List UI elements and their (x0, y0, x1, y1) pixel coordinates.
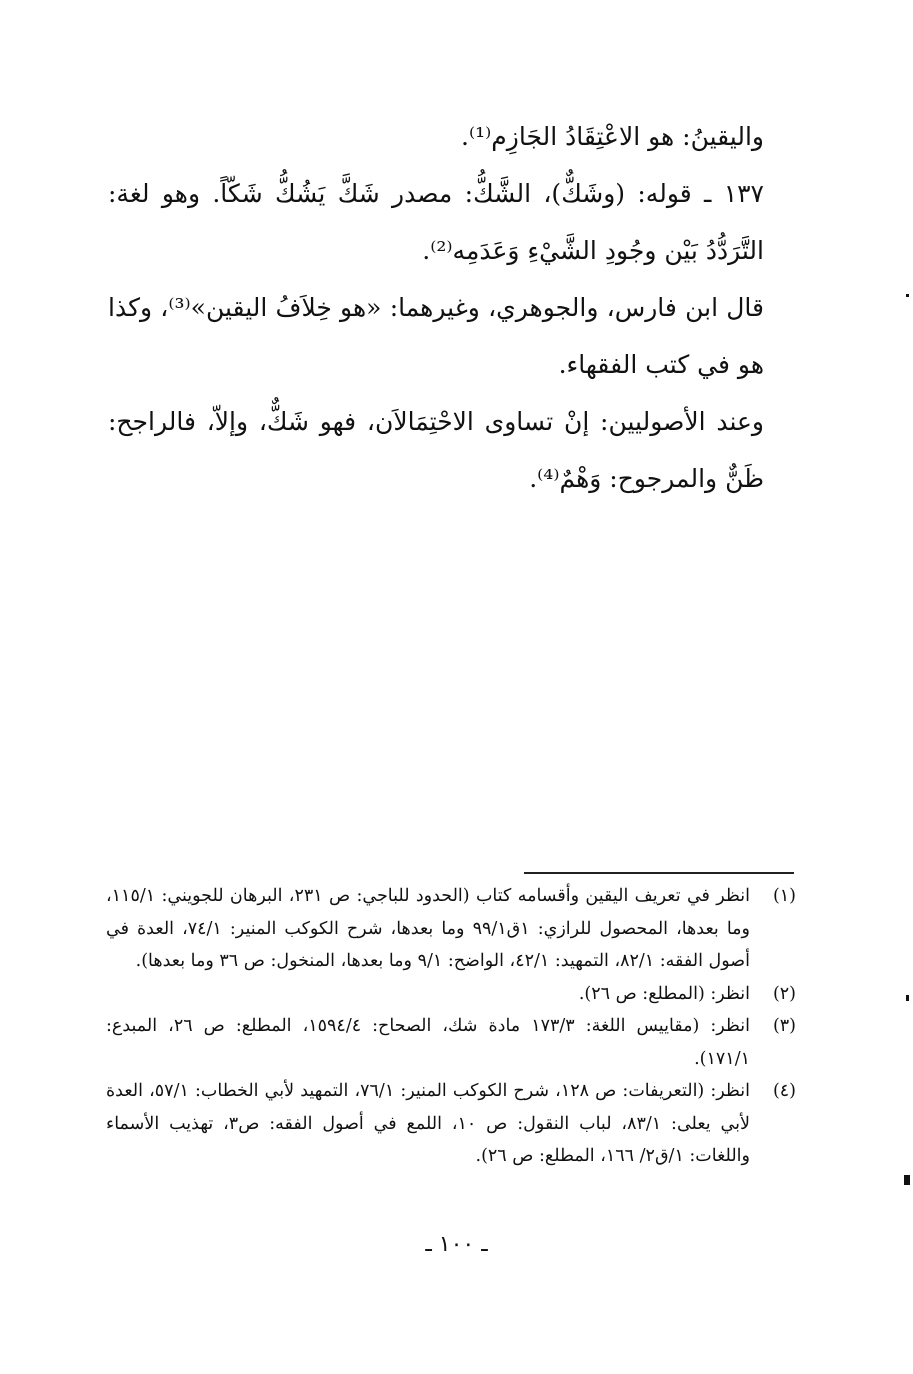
footnote-number: (٣) (772, 1016, 796, 1036)
footnote-2 (106, 978, 796, 1011)
footnote-text: انظر في تعريف اليقين وأقسامه كتاب (الحدود للباجي: ص ٢٣١، البرهان للجويني: ١١٥/١، وما بعدها، المحصول للرازي: ١ق٩٩/١ وما بعدها، شرح الكوكب المنير: ٧٤/١، العدة في أصول الفقه: ٨٢/١، التمهيد: ٤٢/١، الواضح: ٩/١ وما بعدها، المنخول: ص ٣٦ وما بعدها). (106, 886, 751, 971)
footnote-text: انظر: (التعريفات: ص ١٢٨، شرح الكوكب المنير: ٧٦/١، التمهيد لأبي الخطاب: ٥٧/١، العدة لأبي يعلى: ٨٣/١، لباب النقول: ص ١٠، اللمع في أصول الفقه: ص٣، تهذيب الأسماء واللغات: ١/ق٢/ ١٦٦، المطلع: ص ٢٦). (106, 1081, 751, 1166)
footnotes-block (106, 880, 796, 1173)
footnote-text: انظر: (مقاييس اللغة: ١٧٣/٣ مادة شك، الصحاح: ١٥٩٤/٤، المطلع: ص ٢٦، المبدع: ١٧١/١). (106, 1016, 751, 1069)
footnote-1 (106, 880, 796, 978)
footnote-3 (106, 1010, 796, 1075)
footnote-text: انظر: (المطلع: ص ٢٦). (578, 983, 750, 1004)
paragraph-yaqin-definition: واليقينُ: هو الاعْتِقَادُ الجَازِم⁽¹⁾. (461, 122, 764, 151)
page-number: ـ ١٠٠ ـ (425, 1232, 488, 1257)
footnote-number: (٤) (772, 1081, 796, 1101)
footnote-number: (٢) (772, 983, 796, 1004)
paragraph-usuliyyin: وعند الأصوليين: إنْ تساوى الاحْتِمَالاَن، فهو شَكٌّ، وإلاّ، فالراجح: ظَنٌّ والمرجوح: وَهْمٌ⁽⁴⁾. (108, 407, 764, 493)
footnote-4 (106, 1075, 796, 1173)
paragraph-ibn-faris: قال ابن فارس، والجوهري، وغيرهما: «هو خِلاَفُ اليقين»⁽³⁾، وكذا هو في كتب الفقهاء. (108, 293, 764, 379)
main-text-block (108, 108, 808, 507)
footnote-separator (524, 872, 794, 874)
scan-edge-mark (906, 294, 909, 297)
scan-edge-mark (904, 1175, 910, 1185)
paragraph-137-shakk: ١٣٧ ـ قوله: (وشَكٌّ)، الشَّكُّ: مصدر شَكَّ يَشُكُّ شَكّاً. وهو لغة: التَّرَدُّدُ بَيْن وجُودِ الشَّيْءِ وَعَدَمِه⁽²⁾. (108, 179, 764, 265)
footnote-number: (١) (772, 886, 796, 906)
scan-edge-mark (906, 995, 909, 1001)
